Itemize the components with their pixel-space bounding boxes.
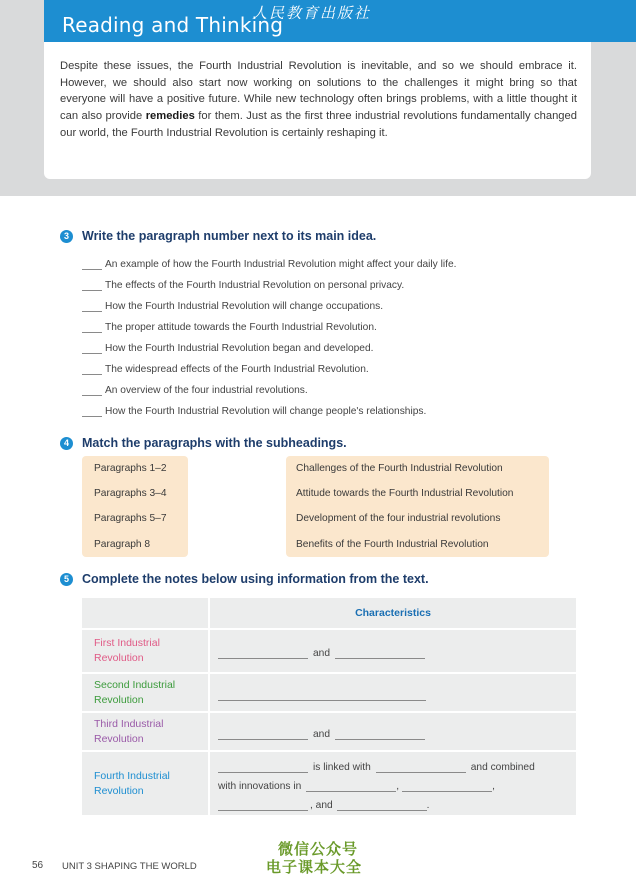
answer-blank[interactable] (82, 365, 102, 375)
match-item[interactable]: Challenges of the Fourth Industrial Revolution (296, 463, 503, 475)
answer-blank[interactable] (218, 799, 308, 811)
answer-blank[interactable] (218, 728, 308, 740)
row-label: First Industrial Revolution (82, 630, 208, 672)
publisher-logo: 人民教育出版社 (252, 4, 372, 22)
answer-blank[interactable] (402, 780, 492, 792)
list-item: How the Fourth Industrial Revolution will change occupations. (82, 296, 456, 317)
row-label: Third Industrial Revolution (82, 713, 208, 750)
answer-blank[interactable] (82, 302, 102, 312)
match-item[interactable]: Attitude towards the Fourth Industrial Revolution (296, 488, 514, 500)
answer-blank[interactable] (82, 407, 102, 417)
answer-blank[interactable] (82, 323, 102, 333)
match-item[interactable]: Development of the four industrial revolutions (296, 513, 501, 525)
section-title: Reading and Thinking (62, 13, 284, 37)
answer-blank[interactable] (337, 799, 427, 811)
table-header-row (82, 598, 576, 628)
answer-blank[interactable] (335, 728, 425, 740)
task-title: Complete the notes below using information from the text. (82, 572, 429, 586)
list-item: The effects of the Fourth Industrial Revolution on personal privacy. (82, 275, 456, 296)
list-item: The proper attitude towards the Fourth Industrial Revolution. (82, 317, 456, 338)
page-number: 56 (32, 860, 44, 871)
task-4-heading (60, 436, 347, 450)
answer-blank[interactable] (82, 281, 102, 291)
list-item: An example of how the Fourth Industrial Revolution might affect your daily life. (82, 254, 456, 275)
match-item[interactable]: Paragraphs 1–2 (94, 463, 167, 475)
list-item: How the Fourth Industrial Revolution will change people's relationships. (82, 401, 456, 422)
subheading-list (286, 456, 549, 557)
row-label: Second Industrial Revolution (82, 674, 208, 711)
answer-blank[interactable] (82, 344, 102, 354)
task-5-heading (60, 572, 429, 586)
answer-blank[interactable] (218, 761, 308, 773)
task-number-badge: 3 (60, 230, 73, 243)
answer-blank[interactable] (82, 260, 102, 270)
list-item: An overview of the four industrial revolutions. (82, 380, 456, 401)
main-idea-list (82, 254, 456, 422)
passage-paragraph: Despite these issues, the Fourth Industrial Revolution is inevitable, and so we should embrace it. However, we should also start now working on solutions to the challenges it might bring so that everyone will have a positive future. While new technology often brings problems, with a little thought it can also provide remedies for them. Just as the first three industrial revolutions fundamentally changed our world, the Fourth Industrial Revolution is certainly reshaping it. (60, 60, 577, 139)
watermark-line-2: 电子课本大全 (266, 858, 363, 876)
paragraph-list (82, 456, 188, 557)
answer-blank[interactable] (82, 386, 102, 396)
passage-card (44, 42, 591, 179)
keyword-remedies: remedies (145, 110, 195, 123)
match-item[interactable]: Benefits of the Fourth Industrial Revolution (296, 538, 489, 550)
notes-table (82, 598, 576, 815)
task-number-badge: 5 (60, 573, 73, 586)
table-row: Third Industrial Revolution and (82, 713, 576, 750)
match-item[interactable]: Paragraphs 3–4 (94, 488, 167, 500)
task-number-badge: 4 (60, 437, 73, 450)
table-row: First Industrial Revolution and (82, 630, 576, 672)
task-title: Match the paragraphs with the subheadings. (82, 436, 347, 450)
answer-blank[interactable] (376, 761, 466, 773)
list-item: The widespread effects of the Fourth Industrial Revolution. (82, 359, 456, 380)
match-item[interactable]: Paragraphs 5–7 (94, 513, 167, 525)
unit-label: UNIT 3 SHAPING THE WORLD (62, 861, 197, 872)
task-title: Write the paragraph number next to its main idea. (82, 229, 377, 243)
answer-blank[interactable] (218, 689, 426, 701)
table-row: Fourth Industrial Revolution is linked with and combined with innovations in , , , and . (82, 752, 576, 815)
match-item[interactable]: Paragraph 8 (94, 538, 151, 550)
column-header: Characteristics (210, 598, 576, 628)
watermark-line-1: 微信公众号 (278, 840, 359, 858)
row-label: Fourth Industrial Revolution (82, 752, 208, 815)
task-3-heading (60, 229, 376, 243)
list-item: How the Fourth Industrial Revolution began and developed. (82, 338, 456, 359)
answer-blank[interactable] (335, 647, 425, 659)
answer-blank[interactable] (306, 780, 396, 792)
answer-blank[interactable] (218, 647, 308, 659)
table-row (82, 674, 576, 711)
